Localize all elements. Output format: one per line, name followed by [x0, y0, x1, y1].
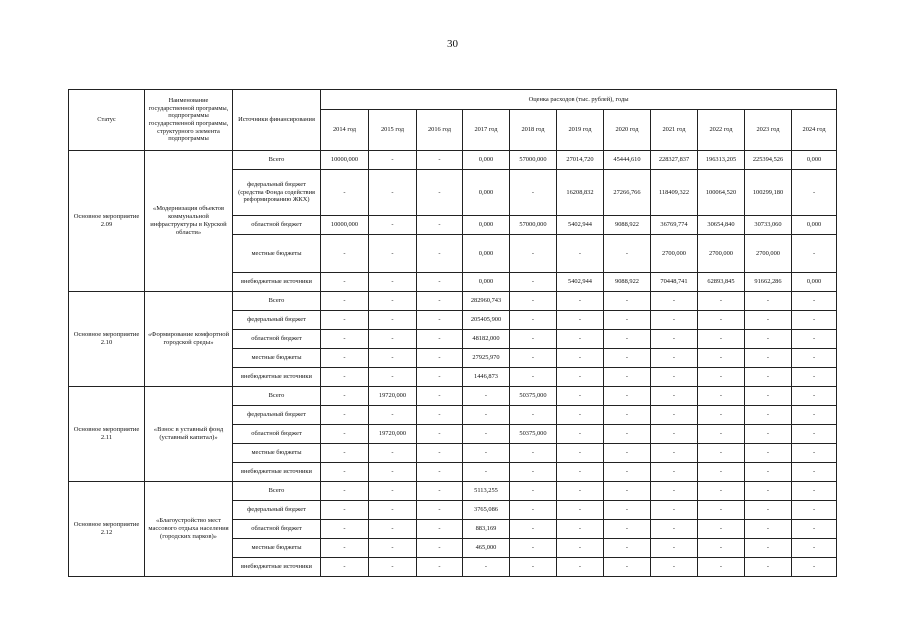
header-year: 2015 год	[369, 110, 417, 151]
source-cell: Всего	[233, 387, 321, 406]
value-cell: -	[745, 330, 792, 349]
value-cell: -	[792, 463, 837, 482]
value-cell: -	[417, 482, 463, 501]
table-row	[69, 292, 837, 311]
value-cell: -	[651, 330, 698, 349]
value-cell: -	[510, 558, 557, 577]
value-cell: -	[510, 330, 557, 349]
value-cell: -	[321, 463, 369, 482]
value-cell: 100299,180	[745, 170, 792, 216]
source-cell: местные бюджеты	[233, 444, 321, 463]
value-cell: -	[510, 235, 557, 273]
value-cell: 19720,000	[369, 387, 417, 406]
value-cell: -	[651, 349, 698, 368]
status-cell: Основное мероприятие 2.12	[69, 482, 145, 577]
value-cell: -	[604, 520, 651, 539]
value-cell: -	[321, 368, 369, 387]
value-cell: -	[792, 425, 837, 444]
value-cell: -	[369, 558, 417, 577]
budget-table	[68, 89, 837, 577]
value-cell: 27266,766	[604, 170, 651, 216]
value-cell: 100064,520	[698, 170, 745, 216]
value-cell: -	[369, 406, 417, 425]
value-cell: -	[321, 482, 369, 501]
header-year: 2019 год	[557, 110, 604, 151]
value-cell: -	[745, 539, 792, 558]
program-name-cell: «Благоустройство мест массового отдыха населения (городских парков)»	[145, 482, 233, 577]
value-cell: -	[417, 406, 463, 425]
value-cell: -	[321, 539, 369, 558]
value-cell: 9088,922	[604, 273, 651, 292]
value-cell: 883,169	[463, 520, 510, 539]
value-cell: -	[604, 235, 651, 273]
value-cell: 62893,845	[698, 273, 745, 292]
value-cell: -	[463, 387, 510, 406]
value-cell: -	[698, 558, 745, 577]
value-cell: -	[417, 425, 463, 444]
source-cell: внебюджетные источники	[233, 368, 321, 387]
table-row	[69, 151, 837, 170]
page-number: 30	[447, 38, 458, 50]
value-cell: -	[369, 311, 417, 330]
value-cell: 36769,774	[651, 216, 698, 235]
value-cell: -	[369, 520, 417, 539]
source-cell: местные бюджеты	[233, 235, 321, 273]
value-cell: -	[510, 170, 557, 216]
value-cell: -	[557, 558, 604, 577]
value-cell: -	[698, 292, 745, 311]
value-cell: -	[745, 406, 792, 425]
value-cell: -	[417, 520, 463, 539]
value-cell: -	[369, 482, 417, 501]
value-cell: -	[604, 501, 651, 520]
value-cell: -	[510, 463, 557, 482]
value-cell: -	[463, 406, 510, 425]
value-cell: 57000,000	[510, 216, 557, 235]
value-cell: -	[321, 292, 369, 311]
value-cell: 225394,526	[745, 151, 792, 170]
program-name-cell: «Взнос в уставный фонд (уставный капитал)»	[145, 387, 233, 482]
value-cell: -	[792, 292, 837, 311]
value-cell: -	[463, 558, 510, 577]
value-cell: -	[604, 425, 651, 444]
value-cell: -	[417, 558, 463, 577]
source-cell: местные бюджеты	[233, 539, 321, 558]
value-cell: -	[417, 444, 463, 463]
value-cell: -	[417, 330, 463, 349]
value-cell: -	[557, 330, 604, 349]
value-cell: -	[651, 387, 698, 406]
value-cell: -	[321, 273, 369, 292]
value-cell: -	[792, 311, 837, 330]
value-cell: 48182,000	[463, 330, 510, 349]
value-cell: -	[417, 216, 463, 235]
table-row	[69, 482, 837, 501]
value-cell: -	[510, 292, 557, 311]
value-cell: -	[557, 482, 604, 501]
value-cell: -	[557, 425, 604, 444]
value-cell: -	[745, 501, 792, 520]
value-cell: -	[792, 387, 837, 406]
value-cell: 16208,832	[557, 170, 604, 216]
value-cell: 27925,970	[463, 349, 510, 368]
value-cell: -	[417, 387, 463, 406]
value-cell: -	[745, 444, 792, 463]
value-cell: -	[698, 349, 745, 368]
source-cell: областной бюджет	[233, 520, 321, 539]
header-year: 2023 год	[745, 110, 792, 151]
source-cell: федеральный бюджет	[233, 311, 321, 330]
value-cell: -	[510, 273, 557, 292]
value-cell: -	[651, 368, 698, 387]
value-cell: -	[792, 558, 837, 577]
value-cell: 282960,743	[463, 292, 510, 311]
value-cell: -	[745, 368, 792, 387]
status-cell: Основное мероприятие 2.09	[69, 151, 145, 292]
value-cell: -	[792, 444, 837, 463]
value-cell: -	[510, 501, 557, 520]
source-cell: Всего	[233, 482, 321, 501]
value-cell: 10000,000	[321, 216, 369, 235]
value-cell: -	[698, 482, 745, 501]
value-cell: -	[651, 482, 698, 501]
header-year: 2022 год	[698, 110, 745, 151]
value-cell: -	[604, 292, 651, 311]
value-cell: -	[369, 539, 417, 558]
source-cell: внебюджетные источники	[233, 463, 321, 482]
value-cell: 0,000	[463, 235, 510, 273]
value-cell: -	[417, 463, 463, 482]
value-cell: -	[321, 558, 369, 577]
value-cell: -	[417, 311, 463, 330]
value-cell: -	[698, 444, 745, 463]
source-cell: Всего	[233, 292, 321, 311]
source-cell: внебюджетные источники	[233, 273, 321, 292]
value-cell: -	[369, 368, 417, 387]
value-cell: 0,000	[792, 151, 837, 170]
value-cell: -	[369, 444, 417, 463]
value-cell: -	[651, 425, 698, 444]
source-cell: Всего	[233, 151, 321, 170]
value-cell: -	[417, 292, 463, 311]
header-year: 2017 год	[463, 110, 510, 151]
value-cell: -	[463, 463, 510, 482]
table-row	[69, 387, 837, 406]
value-cell: 0,000	[463, 170, 510, 216]
value-cell: 228327,837	[651, 151, 698, 170]
value-cell: 0,000	[463, 273, 510, 292]
header-estimate: Оценка расходов (тыс. рублей), годы	[321, 90, 837, 110]
source-cell: областной бюджет	[233, 425, 321, 444]
value-cell: 19720,000	[369, 425, 417, 444]
value-cell: -	[792, 235, 837, 273]
value-cell: -	[698, 520, 745, 539]
value-cell: 196313,205	[698, 151, 745, 170]
value-cell: -	[792, 368, 837, 387]
value-cell: -	[651, 463, 698, 482]
value-cell: 5402,944	[557, 273, 604, 292]
value-cell: -	[698, 330, 745, 349]
value-cell: -	[557, 406, 604, 425]
value-cell: -	[510, 482, 557, 501]
value-cell: -	[698, 368, 745, 387]
value-cell: -	[369, 216, 417, 235]
source-cell: федеральный бюджет	[233, 406, 321, 425]
value-cell: -	[604, 444, 651, 463]
value-cell: 9088,922	[604, 216, 651, 235]
value-cell: 5113,255	[463, 482, 510, 501]
value-cell: -	[651, 501, 698, 520]
value-cell: -	[604, 349, 651, 368]
value-cell: -	[557, 368, 604, 387]
value-cell: -	[321, 520, 369, 539]
program-name-cell: «Модернизация объектов коммунальной инфраструктуры в Курской области»	[145, 151, 233, 292]
header-sources: Источники финансирования	[233, 90, 321, 151]
value-cell: 30733,060	[745, 216, 792, 235]
value-cell: -	[792, 501, 837, 520]
value-cell: -	[510, 311, 557, 330]
value-cell: -	[417, 539, 463, 558]
value-cell: -	[369, 235, 417, 273]
value-cell: -	[698, 387, 745, 406]
value-cell: -	[698, 311, 745, 330]
value-cell: -	[557, 235, 604, 273]
value-cell: -	[604, 406, 651, 425]
value-cell: -	[557, 539, 604, 558]
value-cell: -	[510, 406, 557, 425]
value-cell: -	[698, 463, 745, 482]
source-cell: местные бюджеты	[233, 349, 321, 368]
value-cell: 3765,086	[463, 501, 510, 520]
value-cell: -	[604, 330, 651, 349]
value-cell: 50375,000	[510, 425, 557, 444]
value-cell: 57000,000	[510, 151, 557, 170]
value-cell: -	[321, 235, 369, 273]
value-cell: 91662,286	[745, 273, 792, 292]
value-cell: -	[557, 520, 604, 539]
value-cell: -	[651, 444, 698, 463]
value-cell: -	[792, 330, 837, 349]
value-cell: -	[698, 501, 745, 520]
value-cell: -	[321, 349, 369, 368]
value-cell: -	[745, 311, 792, 330]
value-cell: -	[557, 311, 604, 330]
value-cell: -	[321, 501, 369, 520]
header-year: 2018 год	[510, 110, 557, 151]
value-cell: -	[510, 349, 557, 368]
value-cell: -	[698, 539, 745, 558]
value-cell: -	[745, 349, 792, 368]
value-cell: -	[463, 425, 510, 444]
value-cell: -	[604, 539, 651, 558]
value-cell: 0,000	[463, 151, 510, 170]
value-cell: 2700,000	[745, 235, 792, 273]
value-cell: -	[557, 444, 604, 463]
header-name: Наименование государственной программы, подпрограммы государственной программы, структурного элемента подпрограммы	[145, 90, 233, 151]
value-cell: -	[321, 387, 369, 406]
source-cell: федеральный бюджет (средства Фонда содействия реформированию ЖКХ)	[233, 170, 321, 216]
program-name-cell: «Формирование комфортной городской среды»	[145, 292, 233, 387]
value-cell: -	[321, 425, 369, 444]
value-cell: -	[745, 520, 792, 539]
source-cell: федеральный бюджет	[233, 501, 321, 520]
header-year: 2014 год	[321, 110, 369, 151]
value-cell: -	[510, 539, 557, 558]
value-cell: -	[369, 330, 417, 349]
value-cell: -	[321, 170, 369, 216]
value-cell: -	[604, 482, 651, 501]
value-cell: 0,000	[463, 216, 510, 235]
value-cell: -	[745, 292, 792, 311]
value-cell: 70448,741	[651, 273, 698, 292]
value-cell: -	[604, 387, 651, 406]
value-cell: -	[792, 520, 837, 539]
value-cell: -	[369, 349, 417, 368]
value-cell: -	[651, 292, 698, 311]
status-cell: Основное мероприятие 2.11	[69, 387, 145, 482]
value-cell: -	[698, 406, 745, 425]
value-cell: -	[792, 539, 837, 558]
value-cell: -	[417, 368, 463, 387]
value-cell: -	[369, 292, 417, 311]
value-cell: 0,000	[792, 273, 837, 292]
value-cell: -	[604, 368, 651, 387]
value-cell: -	[792, 406, 837, 425]
value-cell: 0,000	[792, 216, 837, 235]
value-cell: -	[369, 151, 417, 170]
value-cell: -	[417, 235, 463, 273]
value-cell: -	[369, 463, 417, 482]
source-cell: внебюджетные источники	[233, 558, 321, 577]
value-cell: -	[557, 292, 604, 311]
value-cell: -	[557, 349, 604, 368]
value-cell: -	[417, 273, 463, 292]
value-cell: -	[369, 501, 417, 520]
header-year: 2020 год	[604, 110, 651, 151]
source-cell: областной бюджет	[233, 216, 321, 235]
value-cell: -	[510, 444, 557, 463]
value-cell: -	[321, 444, 369, 463]
value-cell: 30654,840	[698, 216, 745, 235]
value-cell: -	[651, 406, 698, 425]
value-cell: -	[604, 311, 651, 330]
header-row-top	[69, 90, 837, 110]
status-cell: Основное мероприятие 2.10	[69, 292, 145, 387]
value-cell: 205405,900	[463, 311, 510, 330]
value-cell: -	[417, 151, 463, 170]
value-cell: 10000,000	[321, 151, 369, 170]
value-cell: -	[510, 368, 557, 387]
value-cell: -	[321, 406, 369, 425]
value-cell: -	[417, 170, 463, 216]
value-cell: -	[792, 349, 837, 368]
value-cell: 465,000	[463, 539, 510, 558]
value-cell: -	[321, 311, 369, 330]
value-cell: -	[417, 349, 463, 368]
value-cell: 5402,944	[557, 216, 604, 235]
value-cell: -	[651, 539, 698, 558]
value-cell: 2700,000	[698, 235, 745, 273]
value-cell: -	[321, 330, 369, 349]
value-cell: -	[745, 482, 792, 501]
value-cell: -	[557, 387, 604, 406]
value-cell: -	[557, 501, 604, 520]
value-cell: -	[651, 520, 698, 539]
value-cell: -	[510, 520, 557, 539]
source-cell: областной бюджет	[233, 330, 321, 349]
header-year: 2016 год	[417, 110, 463, 151]
header-status: Статус	[69, 90, 145, 151]
value-cell: -	[698, 425, 745, 444]
value-cell: -	[651, 311, 698, 330]
header-year: 2021 год	[651, 110, 698, 151]
value-cell: -	[369, 273, 417, 292]
value-cell: -	[463, 444, 510, 463]
value-cell: 1446,873	[463, 368, 510, 387]
value-cell: 118409,322	[651, 170, 698, 216]
value-cell: -	[745, 387, 792, 406]
value-cell: -	[792, 482, 837, 501]
value-cell: 27014,720	[557, 151, 604, 170]
value-cell: -	[604, 463, 651, 482]
value-cell: -	[369, 170, 417, 216]
value-cell: -	[792, 170, 837, 216]
value-cell: 50375,000	[510, 387, 557, 406]
value-cell: -	[604, 558, 651, 577]
value-cell: -	[745, 463, 792, 482]
value-cell: -	[745, 558, 792, 577]
value-cell: 2700,000	[651, 235, 698, 273]
value-cell: -	[417, 501, 463, 520]
header-year: 2024 год	[792, 110, 837, 151]
value-cell: 45444,610	[604, 151, 651, 170]
value-cell: -	[745, 425, 792, 444]
value-cell: -	[557, 463, 604, 482]
value-cell: -	[651, 558, 698, 577]
